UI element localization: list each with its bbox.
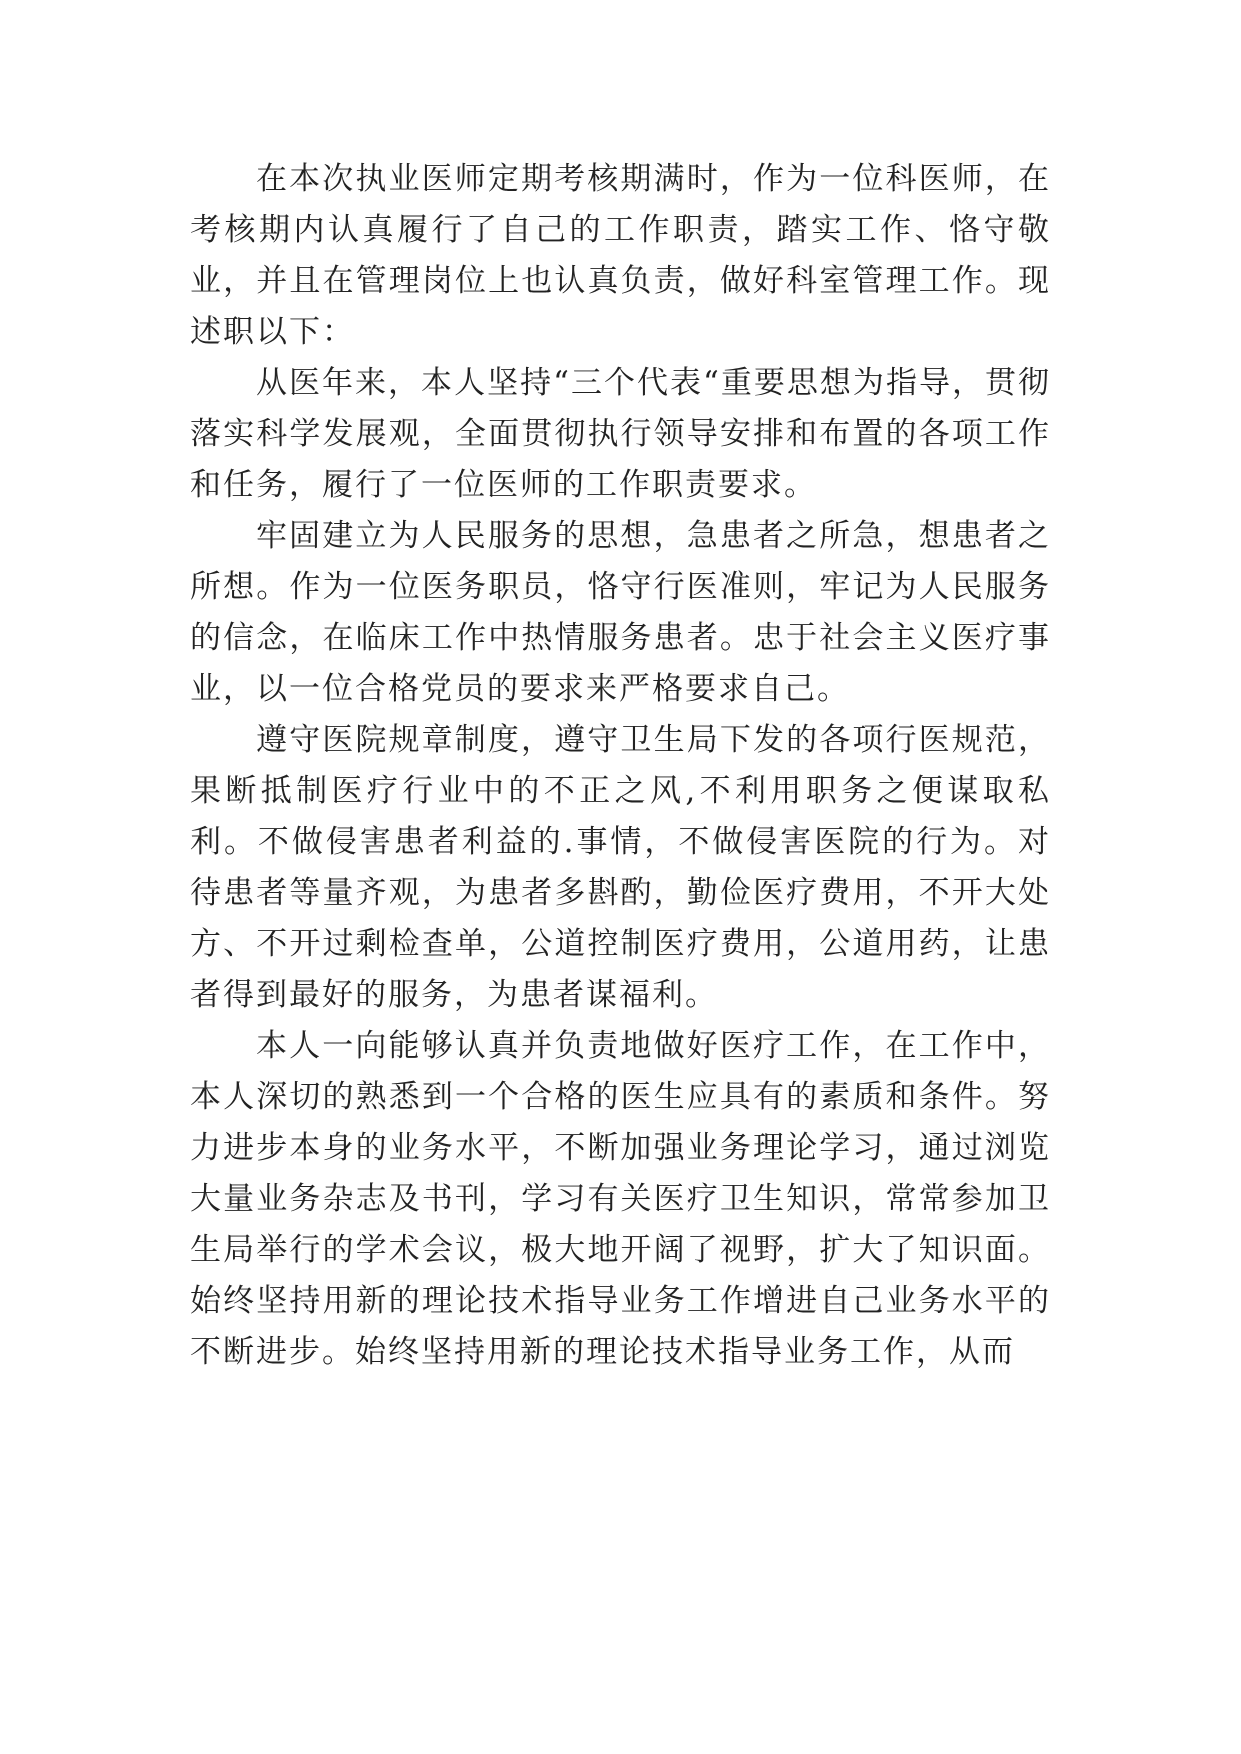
document-body	[190, 154, 1051, 1378]
paragraph-5: 本人一向能够认真并负责地做好医疗工作，在工作中，本人深切的熟悉到一个合格的医生应具有的素质和条件。努力进步本身的业务水平，不断加强业务理论学习，通过浏览大量业务杂志及书刊，学习有关医疗卫生知识，常常参加卫生局举行的学术会议，极大地开阔了视野，扩大了知识面。始终坚持用新的理论技术指导业务工作增进自己业务水平的不断进步。始终坚持用新的理论技术指导业务工作，从而	[190, 1028, 1051, 1370]
paragraph-3: 牢固建立为人民服务的思想，急患者之所急，想患者之所想。作为一位医务职员，恪守行医准则，牢记为人民服务的信念，在临床工作中热情服务患者。忠于社会主义医疗事业，以一位合格党员的要求来严格要求自己。	[190, 518, 1051, 707]
paragraph-1: 在本次执业医师定期考核期满时，作为一位科医师，在考核期内认真履行了自己的工作职责，踏实工作、恪守敬业，并且在管理岗位上也认真负责，做好科室管理工作。现述职以下：	[190, 161, 1051, 350]
paragraph-2: 从医年来，本人坚持“三个代表“重要思想为指导，贯彻落实科学发展观，全面贯彻执行领导安排和布置的各项工作和任务，履行了一位医师的工作职责要求。	[190, 365, 1051, 503]
paragraph-4: 遵守医院规章制度，遵守卫生局下发的各项行医规范，果断抵制医疗行业中的不正之风,不利用职务之便谋取私利。不做侵害患者利益的.事情，不做侵害医院的行为。对待患者等量齐观，为患者多斟酌，勤俭医疗费用，不开大处方、不开过剩检查单，公道控制医疗费用，公道用药，让患者得到最好的服务，为患者谋福利。	[190, 722, 1051, 1013]
